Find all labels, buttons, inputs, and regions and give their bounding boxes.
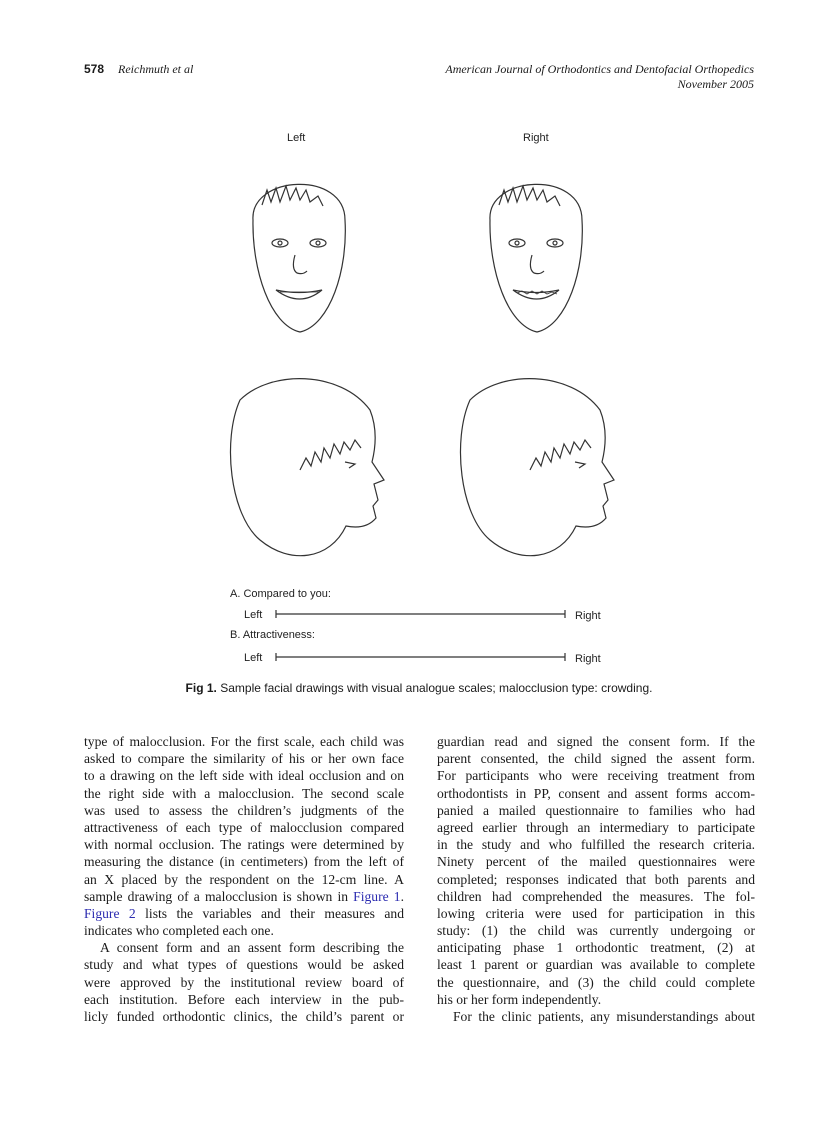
- caption-label: Fig 1.: [185, 681, 217, 695]
- text-line: [437, 836, 755, 853]
- line-text: A consent form and an assent form describing the: [100, 940, 404, 956]
- text-line: [84, 802, 404, 819]
- line-text: each institution. Before each interview in the pub-: [84, 991, 404, 1007]
- text-line: [84, 956, 404, 973]
- line-text: lists the variables and their measures and: [135, 905, 404, 921]
- text-line: [437, 974, 755, 991]
- scale-a-title: A. Compared to you:: [230, 588, 331, 600]
- text-line: [437, 853, 755, 870]
- body-column-right: [437, 733, 755, 1025]
- text-line: [437, 956, 755, 973]
- line-text: measuring the distance (in centimeters) from the left of: [84, 854, 404, 870]
- text-line: [437, 939, 755, 956]
- line-text: indicates who completed each one.: [84, 923, 274, 939]
- text-line: [437, 785, 755, 802]
- line-text: Ninety percent of the mailed questionnaires were: [437, 854, 755, 870]
- text-line: [84, 905, 404, 922]
- line-text: completed; responses indicated that both parents and: [437, 871, 755, 887]
- text-line: [84, 819, 404, 836]
- scale-a-left-label: Left: [244, 609, 263, 621]
- line-text: licly funded orthodontic clinics, the child’s parent or: [84, 1009, 404, 1024]
- text-line: [84, 767, 404, 784]
- figure-reference-link[interactable]: Figure 1: [353, 888, 401, 904]
- text-line: [437, 802, 755, 819]
- text-line: [84, 991, 404, 1008]
- scale-b-title: B. Attractiveness:: [230, 629, 315, 641]
- line-text: were approved by the institutional review board of: [84, 974, 404, 990]
- figure-reference-link[interactable]: Figure 2: [84, 905, 136, 921]
- text-line: [84, 888, 404, 905]
- text-line: [437, 905, 755, 922]
- line-text: the right side with a malocclusion. The second scale: [84, 785, 404, 801]
- line-text: was used to assess the children’s judgments of the: [84, 802, 404, 818]
- scale-b-line: [276, 653, 565, 661]
- text-line: [437, 733, 755, 750]
- scale-b-right-label: Right: [575, 653, 601, 665]
- line-text: agreed earlier through an intermediary to participate: [437, 819, 755, 835]
- figure-label-left: Left: [287, 132, 306, 144]
- text-line: [84, 871, 404, 888]
- text-line: [84, 750, 404, 767]
- text-line: [84, 733, 404, 750]
- page-number: 578: [84, 62, 105, 76]
- line-text: an X placed by the respondent on the 12-cm line. A: [84, 871, 404, 887]
- line-text: in the study and who fulfilled the research criteria.: [437, 837, 755, 853]
- line-text: children had comprehended the measures. The fol-: [437, 888, 755, 904]
- figure-caption: [0, 681, 838, 695]
- text-line: [437, 888, 755, 905]
- line-text: anticipating phase 1 orthodontic treatment, (2) at: [437, 940, 755, 956]
- scale-a-right-label: Right: [575, 610, 601, 622]
- text-line: [84, 922, 404, 939]
- line-text: attractiveness of each type of malocclusion compared: [84, 819, 404, 835]
- running-head-authors: Reichmuth et al: [118, 62, 194, 76]
- text-line: [84, 939, 404, 956]
- line-text: type of malocclusion. For the first scale, each child was: [84, 734, 404, 749]
- journal-title: American Journal of Orthodontics and Dentofacial Orthopedics: [445, 62, 754, 76]
- scale-a-line: [276, 610, 565, 618]
- frontal-face-ideal: [253, 184, 345, 332]
- text-line: [84, 785, 404, 802]
- text-line: [84, 1008, 404, 1025]
- line-text: lowing criteria were used for participation in this: [437, 905, 755, 921]
- text-line: [84, 853, 404, 870]
- frontal-face-crowding: [490, 184, 582, 332]
- line-text: .: [400, 888, 405, 904]
- profile-face-ideal: [230, 379, 384, 556]
- text-line: [437, 819, 755, 836]
- caption-text: Sample facial drawings with visual analogue scales; malocclusion type: crowding.: [220, 681, 653, 695]
- line-text: study and what types of questions would be asked: [84, 957, 404, 973]
- line-text: For the clinic patients, any misunderstandings about: [453, 1009, 755, 1024]
- line-text: For participants who were receiving treatment from: [437, 768, 755, 784]
- line-text: with normal occlusion. The ratings were determined by: [84, 837, 404, 853]
- line-text: parent consented, the child signed the assent form.: [437, 751, 755, 767]
- line-text: least 1 parent or guardian was available to complete: [437, 957, 755, 973]
- line-text: the questionnaire, and (3) the child could complete: [437, 974, 755, 990]
- text-line: [84, 974, 404, 991]
- issue-date: November 2005: [677, 77, 754, 91]
- text-line: [84, 836, 404, 853]
- text-line: [437, 922, 755, 939]
- line-text: orthodontists in PP, consent and assent forms accom-: [437, 785, 755, 801]
- profile-face-crowding: [460, 379, 614, 556]
- figure-label-right: Right: [523, 132, 549, 144]
- text-line: [437, 750, 755, 767]
- line-text: panied a mailed questionnaire to families who had: [437, 802, 755, 818]
- text-line: [437, 1008, 755, 1025]
- line-text: asked to compare the similarity of his or her own face: [84, 751, 404, 767]
- text-line: [437, 767, 755, 784]
- line-text: his or her form independently.: [437, 991, 602, 1007]
- line-text: sample drawing of a malocclusion is shown in: [84, 888, 354, 904]
- text-line: [437, 991, 755, 1008]
- scale-b-left-label: Left: [244, 652, 263, 664]
- text-line: [437, 871, 755, 888]
- line-text: guardian read and signed the consent form. If the: [437, 734, 755, 749]
- body-column-left: [84, 733, 404, 1025]
- line-text: to a drawing on the left side with ideal occlusion and on: [84, 768, 404, 784]
- line-text: study: (1) the child was currently undergoing or: [437, 923, 755, 939]
